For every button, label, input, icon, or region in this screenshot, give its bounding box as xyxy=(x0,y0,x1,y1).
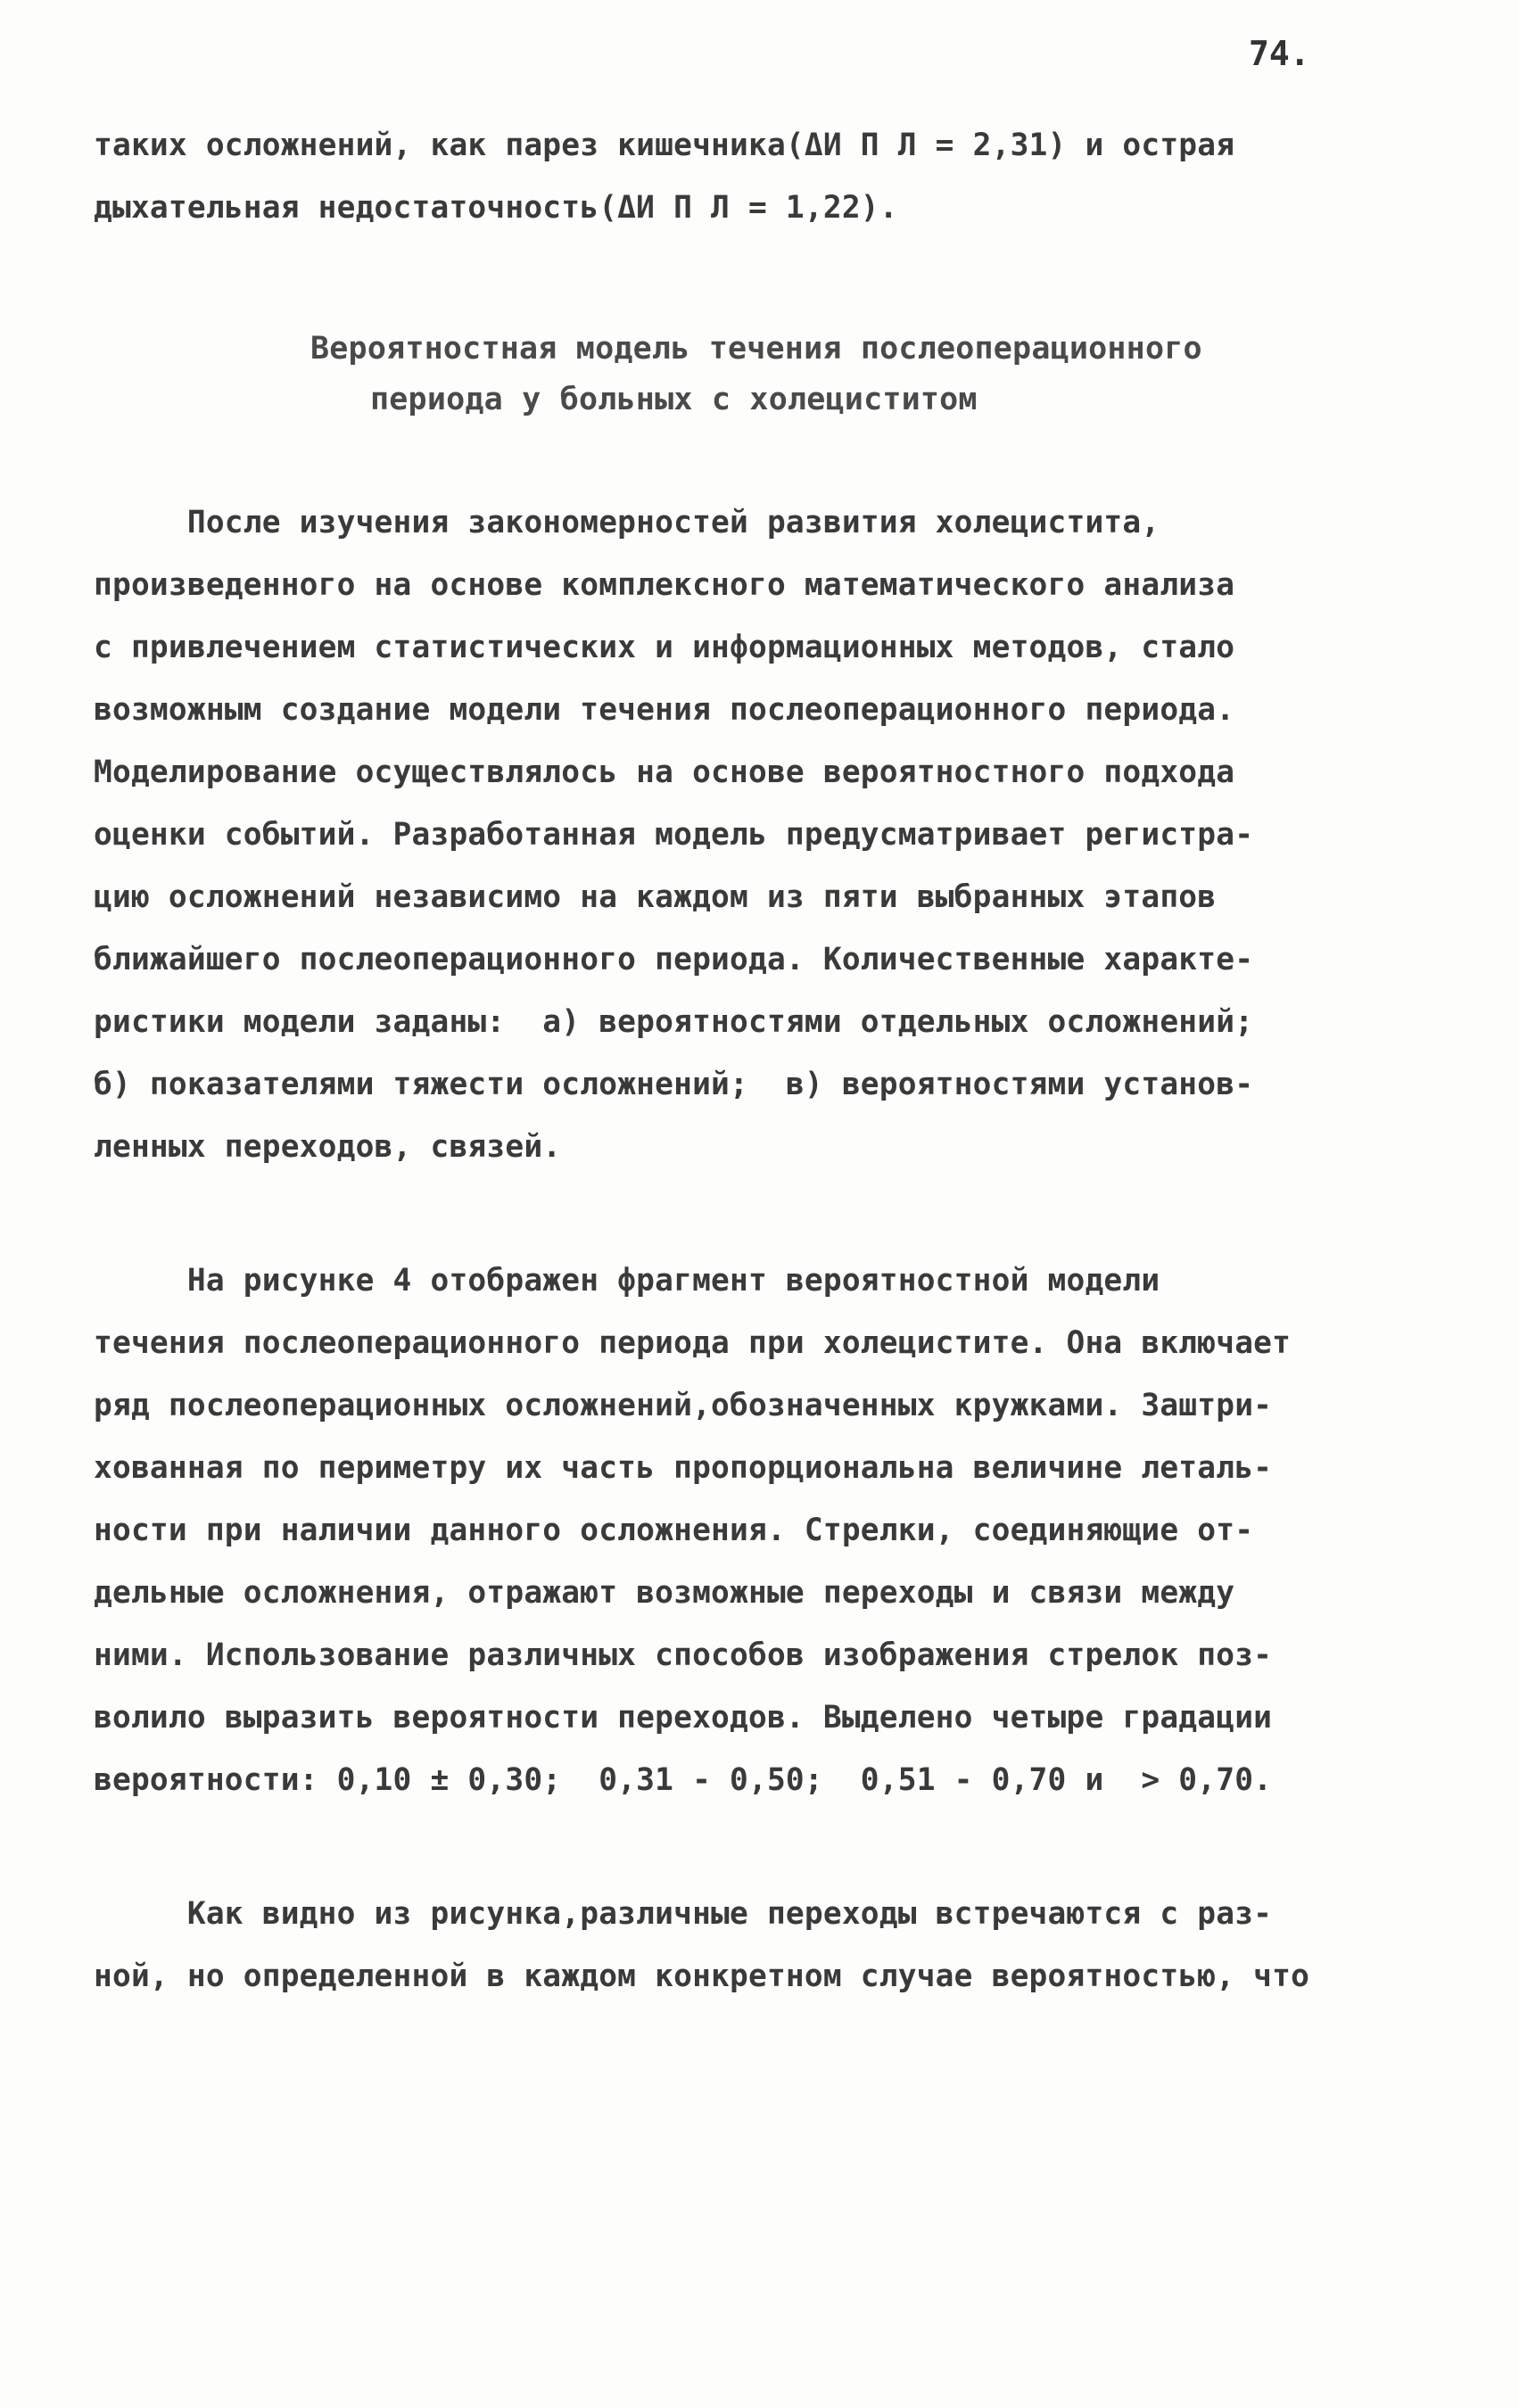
paragraph3-line-2: ной, но определенной в каждом конкретном случае вероятностью, что xyxy=(94,1959,1310,1994)
paragraph1-line-11: ленных переходов, связей. xyxy=(94,1129,562,1165)
paragraph2-line-7: ними. Использование различных способов изображения стрелок поз- xyxy=(94,1637,1273,1673)
paragraph2-line-8: волило выразить вероятности переходов. Выделено четыре градации xyxy=(94,1700,1273,1736)
paragraph1-line-7: цию осложнений независимо на каждом из пяти выбранных этапов xyxy=(94,879,1217,915)
paragraph2-line-9: вероятности: 0,10 ± 0,30; 0,31 - 0,50; 0,51 - 0,70 и > 0,70. xyxy=(94,1762,1273,1798)
paragraph1-line-2: произведенного на основе комплексного математического анализа xyxy=(94,567,1235,603)
paragraph1-line-9: ристики модели заданы: а) вероятностями отдельных осложнений; xyxy=(94,1004,1254,1040)
intro-line-2: дыхательная недостаточность(ΔИ П Л = 1,22). xyxy=(94,190,898,226)
paragraph2-line-3: ряд послеоперационных осложнений,обозначенных кружками. Заштри- xyxy=(94,1388,1273,1423)
paragraph1-line-4: возможным создание модели течения послеоперационного периода. xyxy=(94,692,1235,728)
paragraph3-line-1: Как видно из рисунка,различные переходы встречаются с раз- xyxy=(94,1896,1273,1932)
paragraph1-line-8: ближайшего послеоперационного периода. Количественные характе- xyxy=(94,942,1254,977)
paragraph2-line-6: дельные осложнения, отражают возможные переходы и связи между xyxy=(94,1575,1235,1611)
paragraph2-line-4: хованная по периметру их часть пропорциональна величине леталь- xyxy=(94,1450,1273,1486)
paragraph1-line-3: с привлечением статистических и информационных методов, стало xyxy=(94,630,1235,665)
paragraph2-line-5: ности при наличии данного осложнения. Стрелки, соединяющие от- xyxy=(94,1513,1254,1548)
paragraph1-line-6: оценки событий. Разработанная модель предусматривает регистра- xyxy=(94,817,1254,853)
paragraph1-line-1: После изучения закономерностей развития холецистита, xyxy=(94,505,1160,540)
paragraph1-line-10: б) показателями тяжести осложнений; в) вероятностями установ- xyxy=(94,1067,1254,1102)
section-heading-line-1: Вероятностная модель течения послеоперационного xyxy=(310,331,1202,367)
page-number: 74. xyxy=(1249,34,1310,73)
paragraph1-line-5: Моделирование осуществлялось на основе вероятностного подхода xyxy=(94,755,1235,790)
intro-line-1: таких осложнений, как парез кишечника(ΔИ П Л = 2,31) и острая xyxy=(94,128,1235,163)
paragraph2-line-2: течения послеоперационного периода при холецистите. Она включает xyxy=(94,1325,1292,1361)
paragraph2-line-1: На рисунке 4 отображен фрагмент вероятностной модели xyxy=(94,1263,1160,1299)
section-heading-line-2: периода у больных с холециститом xyxy=(370,382,978,417)
